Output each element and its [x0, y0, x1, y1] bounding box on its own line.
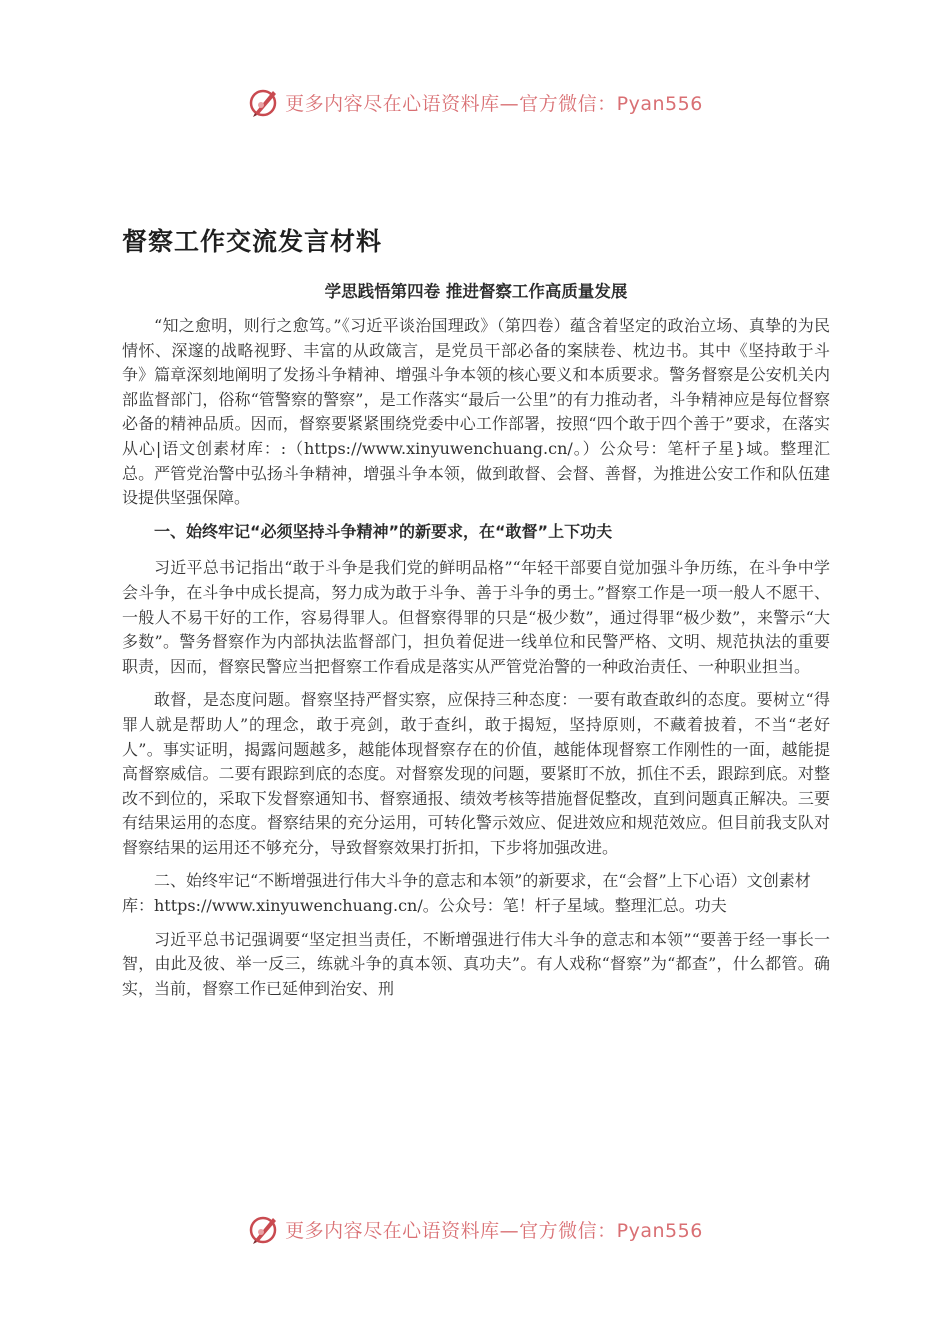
section-2-paragraph: 习近平总书记强调要“坚定担当责任，不断增强进行伟大斗争的意志和本领”“要善于经一事长一智，由此及彼、举一反三，练就斗争的真本领、真功夫”。有人戏称“督察”为“都查”，什么都管。确实，当前，督察工作已延伸到治安、刑 [122, 929, 830, 998]
header-watermark-text: 更多内容尽在心语资料库—官方微信：Pyan556 [285, 92, 703, 115]
document-body [122, 222, 830, 1010]
section-1-paragraph: 敢督，是态度问题。督察坚持严督实察，应保持三种态度：一要有敢查敢纠的态度。要树立“得罪人就是帮助人”的理念，敢于亮剑，敢于查纠，敢于揭短，坚持原则，不藏着披着，不当“老好人”。事实证明，揭露问题越多，越能体现督察存在的价值，越能体现督察工作刚性的一面，越能提高督察威信。二要有跟踪到底的态度。对督察发现的问题，要紧盯不放，抓住不丢，跟踪到底。对整改不到位的，采取下发督察通知书、督察通报、绩效考核等措施督促整改，直到问题真正解决。三要有结果运用的态度。督察结果的充分运用，可转化警示效应、促进效应和规范效应。但目前我支队对督察结果的运用还不够充分，导致督察效果打折扣，下步将加强改进。 [122, 690, 830, 857]
section-2-heading: 二、始终牢记“不断增强进行伟大斗争的意志和本领”的新要求，在“会督”上下心语）文创素材库：https://www.xinyuwenchuang.cn/。公众号：笔！杆子星域。整理汇总。功夫 [122, 871, 811, 916]
section-1-heading: 一、始终牢记“必须坚持斗争精神”的新要求，在“敢督”上下功夫 [154, 521, 613, 541]
footer-watermark-banner [0, 1209, 950, 1249]
footer-watermark-text: 更多内容尽在心语资料库—官方微信：Pyan556 [285, 1219, 703, 1242]
document-subtitle: 学思践悟第四卷 推进督察工作高质量发展 [324, 282, 628, 301]
document-title: 督察工作交流发言材料 [122, 227, 383, 256]
pen-circle-logo-icon [247, 1212, 281, 1246]
header-watermark-banner [0, 82, 950, 122]
intro-paragraph: “知之愈明，则行之愈笃。”《习近平谈治国理政》（第四卷）蕴含着坚定的政治立场、真挚的为民情怀、深邃的战略视野、丰富的从政箴言，是党员干部必备的案牍卷、枕边书。其中《坚持敢于斗争》篇章深刻地阐明了发扬斗争精神、增强斗争本领的核心要义和本质要求。警务督察是公安机关内部监督部门，俗称“管警察的警察”，是工作落实“最后一公里”的有力推动者，斗争精神应是每位督察必备的精神品质。因而，督察要紧紧围绕党委中心工作部署，按照“四个敢于四个善于”要求，在落实从心|语文创素材库：:（https://www.xinyuwenchuang.cn/。）公众号：笔杆子星}域。整理汇总。严管党治警中弘扬斗争精神，增强斗争本领，做到敢督、会督、善督，为推进公安工作和队伍建设提供坚强保障。 [122, 316, 830, 508]
section-1-paragraph: 习近平总书记指出“敢于斗争是我们党的鲜明品格”“年轻干部要自觉加强斗争历练，在斗争中学会斗争，在斗争中成长提高，努力成为敢于斗争、善于斗争的勇士。”督察工作是一项一般人不愿干、一般人不易干好的工作，容易得罪人。但督察得罪的只是“极少数”，通过得罪“极少数”，来警示“大多数”。警务督察作为内部执法监督部门，担负着促进一线单位和民警严格、文明、规范执法的重要职责，因而，督察民警应当把督察工作看成是落实从严管党治警的一种政治责任、一种职业担当。 [122, 558, 830, 676]
pen-circle-logo-icon [247, 85, 281, 119]
